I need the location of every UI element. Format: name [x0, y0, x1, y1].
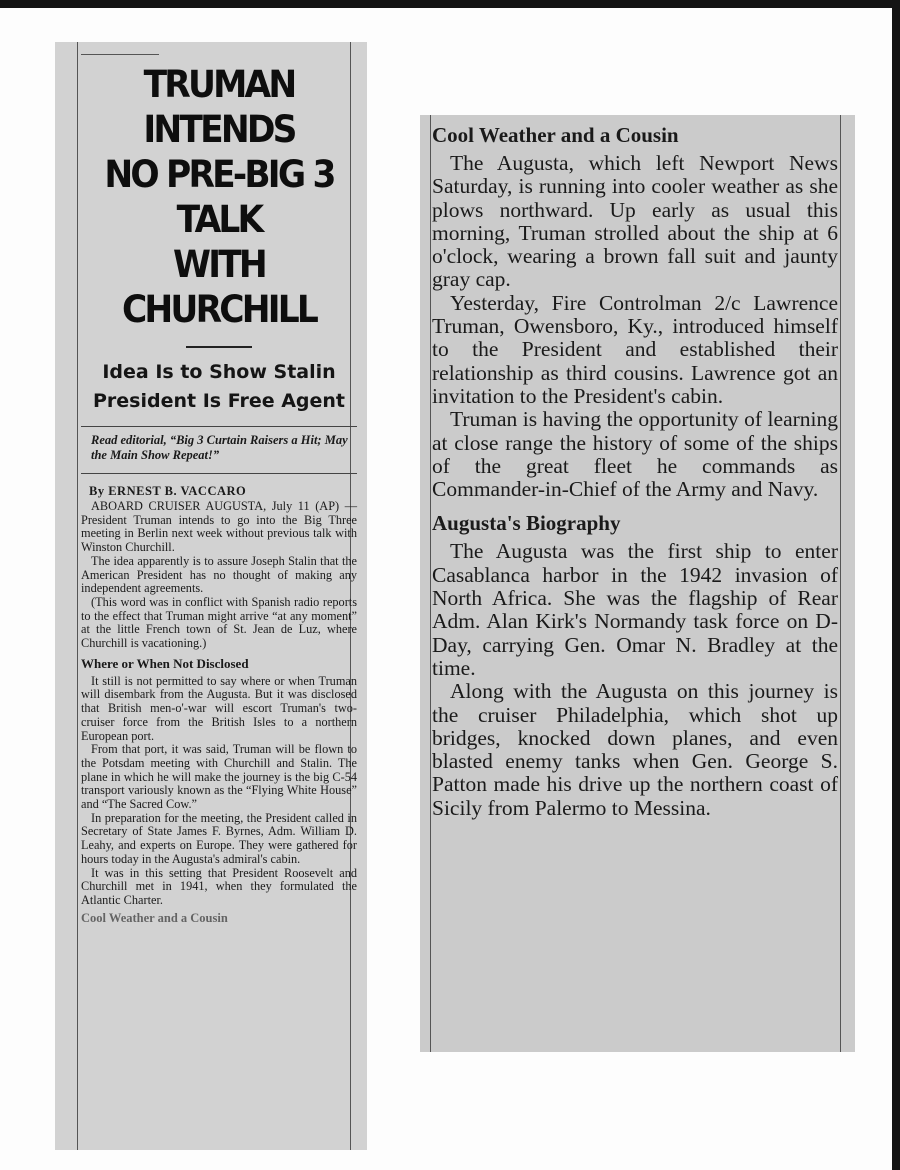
- section-heading: Cool Weather and a Cousin: [432, 123, 679, 147]
- byline: By ERNEST B. VACCARO: [89, 484, 247, 498]
- headline: [91, 42, 348, 332]
- headline-line: TRUMAN INTENDS: [143, 63, 295, 151]
- subheadline: Idea Is to Show Stalin President Is Free Agent: [92, 361, 346, 412]
- column-rule-left: [430, 115, 431, 1052]
- article-paragraph: It was in this setting that President Roosevelt and Churchill met in 1941, when they formulated the Atlantic Charter.: [81, 865, 357, 907]
- section-heading: Where or When Not Disclosed: [81, 655, 249, 671]
- cutoff-heading: Cool Weather and a Cousin: [81, 910, 228, 925]
- article-paragraph: It still is not permitted to say where or when Truman will disembark from the Augusta. But it was disclosed that British men-o'-war will escort Truman's two-cruiser force from the British Isles to a northern European port.: [81, 673, 357, 743]
- column-rule-left: [77, 42, 78, 1150]
- article-paragraph: (This word was in conflict with Spanish radio reports to the effect that Truman might arrive “at any moment” at the little French town of St. Jean de Luz, where Churchill is vacationing.): [81, 594, 357, 651]
- right-newspaper-clipping: [420, 115, 855, 1052]
- article-paragraph: Along with the Augusta on this journey is the cruiser Philadelphia, which shot up bridges, knocked down planes, and even blasted enemy tanks when Gen. George S. Patton made his drive up the northern coast of Sicily from Palermo to Messina.: [432, 679, 838, 820]
- headline-divider: [186, 346, 252, 348]
- headline-line: WITH CHURCHILL: [121, 243, 317, 331]
- article-paragraph: The Augusta was the first ship to enter Casablanca harbor in the 1942 invasion of North Africa. She was the flagship of Rear Adm. Alan Kirk's Normandy task force on D-Day, carrying Gen. Omar N. Bradley at the time.: [432, 539, 838, 680]
- column-rule-right: [840, 115, 841, 1052]
- article-paragraph: The idea apparently is to assure Joseph Stalin that the American President has no thought of making any independent agreements.: [81, 553, 357, 596]
- article-paragraph: The Augusta, which left Newport News Saturday, is running into cooler weather as she plows northward. Up early as usual this morning, Truman strolled about the ship at 6 o'clock, wearing a brown fall suit and jaunty gray cap.: [432, 151, 838, 292]
- scan-top-border: [0, 0, 900, 8]
- left-newspaper-clipping: [55, 42, 367, 1150]
- editorial-note: Read editorial, “Big 3 Curtain Raisers a Hit; May the Main Show Repeat!”: [81, 426, 357, 474]
- article-paragraph: Yesterday, Fire Controlman 2/c Lawrence Truman, Owensboro, Ky., introduced himself to the President and established their relationship as third cousins. Lawrence got an invitation to the President's cabin.: [432, 290, 838, 408]
- article-paragraph: In preparation for the meeting, the President called in Secretary of State James F. Byrnes, Adm. William D. Leahy, and experts on Europe. They were gathered for hours today in the Augusta's admiral's cabin.: [81, 810, 357, 866]
- article-paragraph: From that port, it was said, Truman will be flown to the Potsdam meeting with Churchill and Stalin. The plane in which he will make the journey is the big C-54 transport variously known as the “Flying White House” and “The Sacred Cow.”: [81, 742, 357, 812]
- section-heading: Augusta's Biography: [432, 511, 621, 536]
- scan-right-border: [892, 0, 900, 1170]
- article-paragraph: Truman is having the opportunity of learning at close range the history of some of the ships of the great fleet he commands as Commander-in-Chief of the Army and Navy.: [432, 407, 838, 502]
- headline-line: NO PRE-BIG 3 TALK: [104, 153, 334, 241]
- article-paragraph: ABOARD CRUISER AUGUSTA, July 11 (AP) — President Truman intends to go into the Big Three meeting in Berlin next week without previous talk with Winston Churchill.: [81, 499, 357, 555]
